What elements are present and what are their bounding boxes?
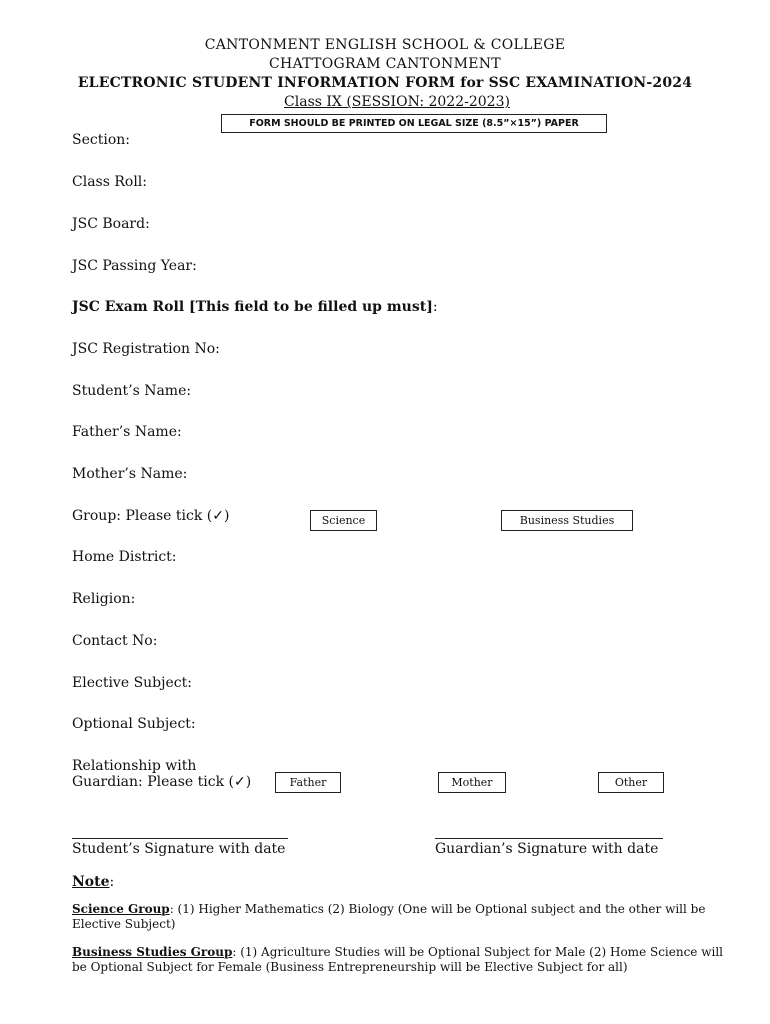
note-title: Note	[72, 874, 110, 890]
jsc-passing-year-label: JSC Passing Year:	[72, 258, 197, 274]
note-colon: :	[109, 874, 115, 890]
jsc-exam-roll-colon: :	[432, 299, 438, 315]
student-signature-line	[72, 838, 288, 839]
group-label: Group: Please tick (✓)	[72, 508, 230, 524]
father-checkbox[interactable]: Father	[275, 772, 341, 793]
class-session: Class IX (SESSION: 2022-2023)	[284, 94, 510, 110]
jsc-exam-roll-field	[72, 299, 438, 315]
student-name-label: Student’s Name:	[72, 383, 192, 399]
mother-checkbox[interactable]: Mother	[438, 772, 506, 793]
student-signature-label: Student’s Signature with date	[72, 841, 286, 857]
religion-label: Religion:	[72, 591, 136, 607]
relationship-label-line2: Guardian: Please tick (✓)	[72, 774, 252, 790]
note-science-label: Science Group	[72, 902, 170, 916]
guardian-signature-label: Guardian’s Signature with date	[435, 841, 659, 857]
other-checkbox[interactable]: Other	[598, 772, 664, 793]
school-location: CHATTOGRAM CANTONMENT	[269, 56, 501, 72]
optional-subject-label: Optional Subject:	[72, 716, 196, 732]
relationship-label-line1: Relationship with	[72, 758, 197, 774]
note-science	[72, 902, 732, 932]
class-roll-label: Class Roll:	[72, 174, 147, 190]
jsc-exam-roll-label: JSC Exam Roll [This field to be filled up must]	[72, 299, 433, 315]
section-label: Section:	[72, 132, 130, 148]
father-name-label: Father’s Name:	[72, 424, 182, 440]
business-studies-checkbox[interactable]: Business Studies	[501, 510, 633, 531]
print-notice: FORM SHOULD BE PRINTED ON LEGAL SIZE (8.5”×15”) PAPER	[221, 114, 607, 133]
note-business	[72, 945, 732, 975]
home-district-label: Home District:	[72, 549, 177, 565]
science-checkbox[interactable]: Science	[310, 510, 377, 531]
jsc-registration-label: JSC Registration No:	[72, 341, 220, 357]
jsc-board-label: JSC Board:	[72, 216, 150, 232]
note-heading	[72, 874, 114, 890]
note-science-text: : (1) Higher Mathematics (2) Biology (One will be Optional subject and the other will be Elective Subject)	[72, 902, 706, 931]
school-name: CANTONMENT ENGLISH SCHOOL & COLLEGE	[204, 37, 566, 53]
contact-label: Contact No:	[72, 633, 158, 649]
guardian-signature-line	[435, 838, 663, 839]
note-business-label: Business Studies Group	[72, 945, 233, 959]
elective-subject-label: Elective Subject:	[72, 675, 192, 691]
form-title: ELECTRONIC STUDENT INFORMATION FORM for SSC EXAMINATION-2024	[77, 75, 693, 91]
note-business-text: : (1) Agriculture Studies will be Optional Subject for Male (2) Home Science will be Optional Subject for Female (Business Entrepreneurship will be Elective Subject for all)	[72, 945, 724, 974]
mother-name-label: Mother’s Name:	[72, 466, 188, 482]
